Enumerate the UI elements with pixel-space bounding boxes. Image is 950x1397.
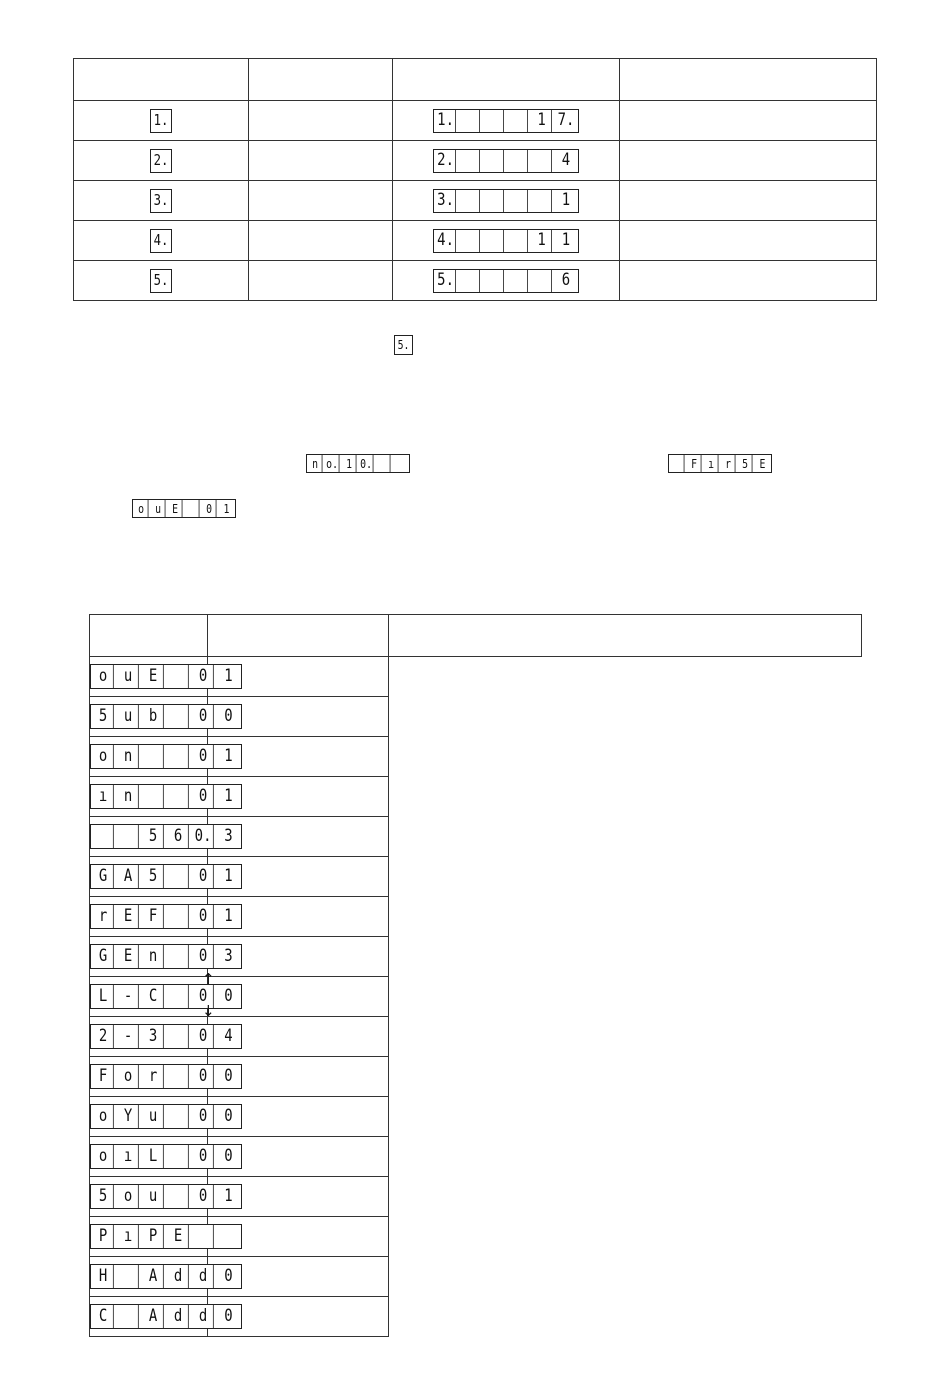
empty-cell [249, 141, 393, 181]
menu-table-header [90, 615, 862, 657]
display-cell: o [93, 665, 114, 688]
menu-row [90, 1017, 862, 1057]
empty-cell [249, 101, 393, 141]
display-cell [460, 230, 480, 252]
menu-display-cell [90, 657, 233, 697]
display-cell [671, 455, 685, 472]
first-display [668, 453, 772, 473]
display-cell: E [118, 945, 139, 968]
display-cell [168, 745, 189, 768]
display-cell: 5 [143, 825, 164, 848]
menu-row [90, 1177, 862, 1217]
empty-cell [620, 141, 877, 181]
display-cell: L [143, 1145, 164, 1168]
display-cell [168, 985, 189, 1008]
display-cell [118, 825, 139, 848]
display-cell: 5 [93, 1185, 114, 1208]
header-cell [249, 59, 393, 101]
display-cell: 0 [193, 665, 214, 688]
display-cell: 1 [224, 666, 233, 686]
display-cell: G [93, 865, 114, 888]
display-cell: 0 [193, 1025, 214, 1048]
display-cell: A [143, 1265, 164, 1288]
display-cell: ı [93, 785, 114, 808]
menu-display [90, 824, 242, 849]
display-cell [394, 455, 408, 472]
menu-display [90, 864, 242, 889]
display-cell: 1 [224, 906, 233, 926]
menu-table [89, 614, 862, 1337]
display-cell: o [135, 500, 149, 517]
display-cell: 5 [143, 865, 164, 888]
key-cell [74, 101, 249, 141]
display-cell [460, 110, 480, 132]
display-cell: 1 [532, 230, 552, 252]
key-cell [74, 141, 249, 181]
menu-display [90, 1184, 242, 1209]
display-cell: 0 [193, 985, 214, 1008]
empty-cell [620, 221, 877, 261]
value-display [433, 109, 579, 133]
menu-display-cell [90, 857, 233, 897]
menu-display [90, 904, 242, 929]
display-cell [168, 705, 189, 728]
display-cell [484, 270, 504, 292]
menu-display-cell [90, 1137, 233, 1177]
display-cell: 4. [437, 230, 454, 250]
display-cell: E [118, 905, 139, 928]
menu-display-cell [90, 977, 233, 1017]
display-cell: o [93, 1105, 114, 1128]
summary-row [74, 101, 877, 141]
display-cell: E [759, 456, 766, 471]
menu-row [90, 1057, 862, 1097]
display-cell: 6 [168, 825, 189, 848]
menu-display-cell [90, 697, 233, 737]
display-cell: 1 [343, 455, 357, 472]
empty-cell [620, 181, 877, 221]
display-cell: 3. [437, 190, 454, 210]
menu-display [90, 1224, 242, 1249]
display-cell: 0 [193, 785, 214, 808]
menu-display-cell [90, 1217, 208, 1257]
menu-display-cell [90, 1057, 233, 1097]
display-cell [168, 945, 189, 968]
empty-cell [249, 261, 393, 301]
display-cell: E [169, 500, 183, 517]
display-cell: 0 [193, 705, 214, 728]
display-cell: F [688, 455, 702, 472]
summary-row [74, 221, 877, 261]
display-cell: H [93, 1265, 114, 1288]
menu-display-cell [90, 937, 233, 977]
no-display [306, 453, 410, 473]
display-cell: 1 [224, 786, 233, 806]
display-cell [143, 745, 164, 768]
menu-row [90, 1097, 862, 1137]
menu-row [90, 1297, 862, 1337]
value-display [433, 189, 579, 213]
display-cell [168, 1105, 189, 1128]
display-cell [193, 1225, 214, 1248]
display-cell: P [93, 1225, 114, 1248]
display-cell [168, 1185, 189, 1208]
menu-display [90, 1104, 242, 1129]
display-cell [168, 1065, 189, 1088]
menu-display-cell [90, 817, 233, 857]
display-cell: n [118, 745, 139, 768]
display-cell: 0. [193, 825, 214, 848]
menu-display-cell [90, 737, 233, 777]
display-cell: 1 [532, 110, 552, 132]
menu-display [90, 1064, 242, 1089]
empty-cell [620, 101, 877, 141]
display-cell: 0 [193, 1145, 214, 1168]
display-cell-wrap [393, 141, 620, 181]
menu-display [90, 944, 242, 969]
display-cell: 0. [360, 456, 373, 471]
value-display [433, 229, 579, 253]
menu-row [90, 737, 862, 777]
display-cell [118, 1305, 139, 1328]
summary-table [73, 58, 877, 301]
menu-row [90, 817, 862, 857]
display-cell: u [152, 500, 166, 517]
display-cell: 0 [193, 1065, 214, 1088]
key-cell [74, 221, 249, 261]
summary-row [74, 181, 877, 221]
menu-display [90, 744, 242, 769]
summary-row [74, 141, 877, 181]
menu-row [90, 777, 862, 817]
menu-display-cell [90, 1177, 233, 1217]
display-cell [143, 785, 164, 808]
display-cell: n [118, 785, 139, 808]
display-cell: ı [705, 455, 719, 472]
display-cell: F [143, 905, 164, 928]
display-cell [186, 500, 200, 517]
display-cell [460, 190, 480, 212]
key-cell [74, 181, 249, 221]
display-cell: 0 [224, 1146, 233, 1166]
display-cell [508, 190, 528, 212]
display-cell: n [309, 455, 323, 472]
key-display: 3. [153, 191, 169, 209]
step-indicator-display [394, 334, 413, 355]
display-cell-wrap [393, 221, 620, 261]
display-cell [484, 110, 504, 132]
header-cell [74, 59, 249, 101]
display-cell: 0 [224, 1306, 233, 1326]
display-cell [377, 455, 391, 472]
menu-row [90, 697, 862, 737]
out-display [132, 498, 236, 518]
display-cell [460, 270, 480, 292]
display-cell: 1 [224, 746, 233, 766]
menu-display [90, 1144, 242, 1169]
display-cell: F [93, 1065, 114, 1088]
empty-cell [249, 221, 393, 261]
menu-display-cell [90, 897, 233, 937]
display-cell [118, 1265, 139, 1288]
menu-display-cell [90, 1097, 233, 1137]
display-cell-wrap [393, 181, 620, 221]
display-cell [168, 1025, 189, 1048]
display-cell: o [93, 745, 114, 768]
display-cell: 0 [224, 706, 233, 726]
menu-row [90, 857, 862, 897]
display-cell: 0 [193, 905, 214, 928]
display-cell: 0 [193, 865, 214, 888]
display-cell: 1 [224, 1186, 233, 1206]
summary-row [74, 261, 877, 301]
display-cell: d [193, 1265, 214, 1288]
menu-display [90, 1024, 242, 1049]
display-cell: o [118, 1065, 139, 1088]
display-cell [532, 190, 552, 212]
display-cell-wrap [393, 101, 620, 141]
key-cell [74, 261, 249, 301]
display-cell-wrap [393, 261, 620, 301]
menu-display-cell [90, 1297, 233, 1337]
empty-cell [620, 261, 877, 301]
display-cell: A [118, 865, 139, 888]
display-cell [532, 270, 552, 292]
display-cell: 1 [224, 866, 233, 886]
display-cell [168, 785, 189, 808]
display-cell: r [143, 1065, 164, 1088]
display-cell [532, 150, 552, 172]
display-cell: u [143, 1105, 164, 1128]
display-cell: 0 [193, 1185, 214, 1208]
display-cell: d [193, 1305, 214, 1328]
display-cell [168, 905, 189, 928]
display-cell: r [722, 455, 736, 472]
display-cell: Y [118, 1105, 139, 1128]
key-display: 2. [153, 151, 169, 169]
display-cell: - [118, 1025, 139, 1048]
display-cell [168, 865, 189, 888]
header-cell [620, 59, 877, 101]
display-cell: 1 [561, 190, 571, 210]
display-cell: 4 [224, 1026, 233, 1046]
display-cell: 2 [93, 1025, 114, 1048]
display-cell: 6 [561, 270, 571, 290]
display-cell: u [118, 665, 139, 688]
display-cell: 0 [224, 1066, 233, 1086]
display-cell [218, 1225, 239, 1248]
display-cell: n [143, 945, 164, 968]
menu-display-cell [90, 1257, 233, 1297]
display-cell: 3 [224, 946, 233, 966]
display-cell: 0 [203, 500, 217, 517]
display-cell: E [143, 665, 164, 688]
display-cell: 0 [193, 745, 214, 768]
arrow-down-icon: ↓ [202, 1002, 215, 1020]
display-cell [484, 230, 504, 252]
display-cell: o. [326, 456, 339, 471]
display-cell: 0 [193, 1105, 214, 1128]
display-cell: 0 [224, 1106, 233, 1126]
value-display [433, 269, 579, 293]
display-cell [168, 665, 189, 688]
header-cell [393, 59, 620, 101]
value-display [433, 149, 579, 173]
menu-display-cell [90, 777, 233, 817]
key-display: 5. [153, 271, 169, 289]
display-cell: P [143, 1225, 164, 1248]
display-cell [508, 150, 528, 172]
key-display: 4. [153, 231, 169, 249]
display-cell: 0 [224, 986, 233, 1006]
empty-cell [249, 181, 393, 221]
display-cell: u [118, 705, 139, 728]
display-cell: E [168, 1225, 189, 1248]
display-cell: 1 [561, 230, 571, 250]
display-cell: d [168, 1265, 189, 1288]
header-cell [208, 615, 389, 657]
menu-display [90, 704, 242, 729]
menu-row [90, 657, 862, 697]
display-cell [484, 190, 504, 212]
display-cell: L [93, 985, 114, 1008]
display-cell: 3 [224, 826, 233, 846]
menu-display-cell [90, 1017, 233, 1057]
menu-display [90, 784, 242, 809]
display-cell [93, 825, 114, 848]
menu-display [90, 1264, 242, 1289]
display-cell: 5. [437, 270, 454, 290]
menu-row [90, 1137, 862, 1177]
display-cell: u [143, 1185, 164, 1208]
summary-table-header [74, 59, 877, 101]
display-cell: 4 [561, 150, 571, 170]
display-cell: 5 [93, 705, 114, 728]
navigation-cell [90, 615, 215, 1020]
display-cell: C [143, 985, 164, 1008]
display-cell: 1 [223, 501, 230, 516]
key-display: 1. [153, 111, 169, 129]
display-cell: ı [118, 1145, 139, 1168]
display-cell [508, 230, 528, 252]
menu-display [90, 984, 242, 1009]
menu-row [90, 897, 862, 937]
display-cell [508, 110, 528, 132]
display-cell: 5. [397, 337, 410, 352]
display-cell: C [93, 1305, 114, 1328]
display-cell: ı [118, 1225, 139, 1248]
display-cell: 3 [143, 1025, 164, 1048]
display-cell [484, 150, 504, 172]
display-cell: G [93, 945, 114, 968]
menu-row [90, 1217, 862, 1257]
menu-display [90, 664, 242, 689]
display-cell: o [118, 1185, 139, 1208]
display-cell: 2. [437, 150, 454, 170]
display-cell: o [93, 1145, 114, 1168]
display-cell: 0 [224, 1266, 233, 1286]
arrow-up-icon: ↑ [202, 970, 215, 988]
display-cell [460, 150, 480, 172]
display-cell: 7. [557, 110, 575, 130]
display-cell: r [93, 905, 114, 928]
display-cell: d [168, 1305, 189, 1328]
menu-display [90, 1304, 242, 1329]
menu-row [90, 1257, 862, 1297]
display-cell: - [118, 985, 139, 1008]
header-cell [389, 615, 862, 657]
display-cell: 0 [193, 945, 214, 968]
display-cell [168, 1145, 189, 1168]
display-cell: A [143, 1305, 164, 1328]
display-cell [508, 270, 528, 292]
display-cell: 5 [739, 455, 753, 472]
display-cell: 1. [437, 110, 454, 130]
display-cell: b [143, 705, 164, 728]
